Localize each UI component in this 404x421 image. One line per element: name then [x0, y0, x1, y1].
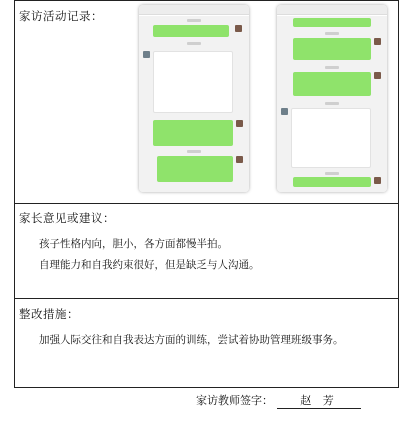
- record-section: [15, 1, 398, 204]
- opinion-line-1: 孩子性格内向，胆小，各方面都慢半拍。: [39, 238, 228, 250]
- chat-bubble: [153, 51, 233, 113]
- signature-label: 家访教师签字：: [196, 394, 273, 407]
- chat-bubble: [293, 72, 371, 96]
- opinion-title: 家长意见或建议：: [19, 211, 115, 225]
- chat-bubble: [293, 177, 371, 187]
- avatar: [374, 177, 381, 184]
- chat-body: [139, 16, 249, 192]
- signature-row: [196, 392, 361, 409]
- avatar: [281, 108, 288, 115]
- avatar: [235, 25, 242, 32]
- chat-body: [277, 16, 387, 192]
- avatar: [374, 38, 381, 45]
- chat-bubble: [291, 108, 371, 168]
- chat-screenshot-1: [139, 5, 249, 192]
- opinion-line-2: 自理能力和自我约束很好，但是缺乏与人沟通。: [39, 259, 260, 271]
- chat-bubble: [153, 25, 229, 37]
- measures-title: 整改措施：: [19, 307, 79, 321]
- avatar: [236, 156, 243, 163]
- chat-bubble: [293, 38, 371, 60]
- avatar: [374, 72, 381, 79]
- chat-bubble: [157, 156, 233, 182]
- avatar: [236, 120, 243, 127]
- record-title: 家访活动记录：: [19, 9, 103, 23]
- chat-bubble: [153, 120, 233, 146]
- chat-header: [139, 5, 249, 15]
- home-visit-form: [14, 0, 399, 388]
- measures-line-1: 加强人际交往和自我表达方面的训练，尝试着协助管理班级事务。: [39, 334, 344, 346]
- avatar: [143, 51, 150, 58]
- opinion-section: [15, 204, 398, 299]
- signature-name: 赵 芳: [277, 392, 361, 409]
- chat-header: [277, 5, 387, 15]
- chat-screenshot-2: [277, 5, 387, 192]
- measures-section: [15, 299, 398, 389]
- chat-bubble: [293, 18, 371, 27]
